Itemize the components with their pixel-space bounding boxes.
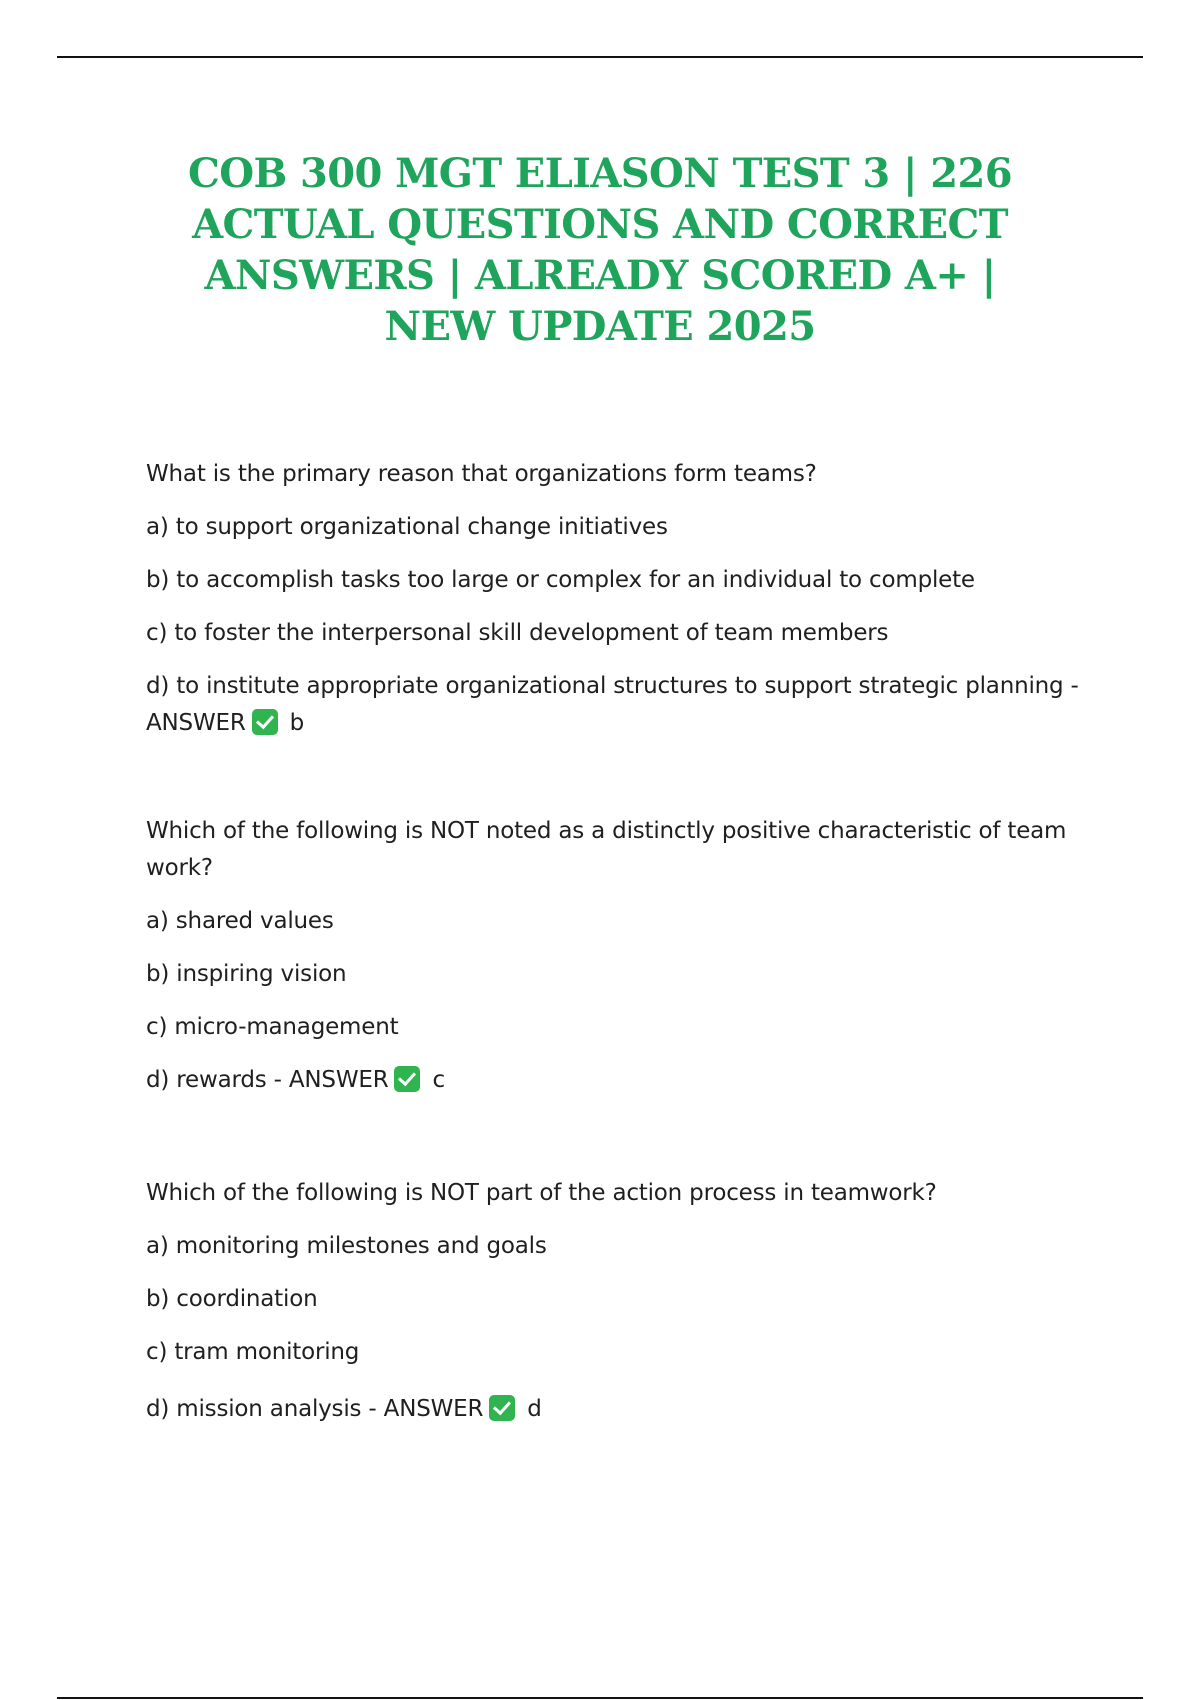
option-c: c) tram monitoring xyxy=(146,1339,360,1365)
option-b: b) inspiring vision xyxy=(146,961,347,987)
answer-label: ANSWER xyxy=(146,710,246,736)
bottom-rule xyxy=(57,1697,1143,1699)
option-d-with-answer xyxy=(146,1062,1096,1099)
question-text: Which of the following is NOT part of the action process in teamwork? xyxy=(146,1180,937,1206)
option-b: b) to accomplish tasks too large or complex for an individual to complete xyxy=(146,567,975,593)
question-block xyxy=(146,1175,1096,1428)
answer-label: ANSWER xyxy=(288,1067,389,1093)
document-title: COB 300 MGT ELIASON TEST 3 | 226 ACTUAL QUESTIONS AND CORRECT ANSWERS | ALREADY SCORED A+ | NEW UPDATE 2025 xyxy=(188,150,1012,350)
answer-label: ANSWER xyxy=(383,1396,484,1422)
check-mark-icon xyxy=(394,1066,420,1092)
option-b: b) coordination xyxy=(146,1286,318,1312)
answer-value: b xyxy=(289,710,304,736)
question-block xyxy=(146,813,1096,1099)
question-text: Which of the following is NOT noted as a distinctly positive characteristic of team work? xyxy=(146,818,1067,881)
check-mark-icon xyxy=(489,1395,515,1421)
option-c: c) to foster the interpersonal skill development of team members xyxy=(146,620,889,646)
option-d-with-answer xyxy=(146,1391,1096,1428)
option-a: a) to support organizational change initiatives xyxy=(146,514,668,540)
option-a: a) monitoring milestones and goals xyxy=(146,1233,547,1259)
question-block xyxy=(146,456,1096,742)
option-c: c) micro-management xyxy=(146,1014,399,1040)
question-text: What is the primary reason that organizations form teams? xyxy=(146,461,817,487)
top-rule xyxy=(57,56,1143,58)
option-a: a) shared values xyxy=(146,908,334,934)
option-d: d) mission analysis - xyxy=(146,1396,377,1422)
option-d: d) rewards - xyxy=(146,1067,282,1093)
option-d-with-answer xyxy=(146,668,1096,742)
question-list xyxy=(146,456,1096,1428)
answer-value: c xyxy=(432,1067,445,1093)
option-d: d) to institute appropriate organizational structures to support strategic planning - xyxy=(146,673,1079,699)
answer-value: d xyxy=(527,1396,542,1422)
check-mark-icon xyxy=(252,709,278,735)
